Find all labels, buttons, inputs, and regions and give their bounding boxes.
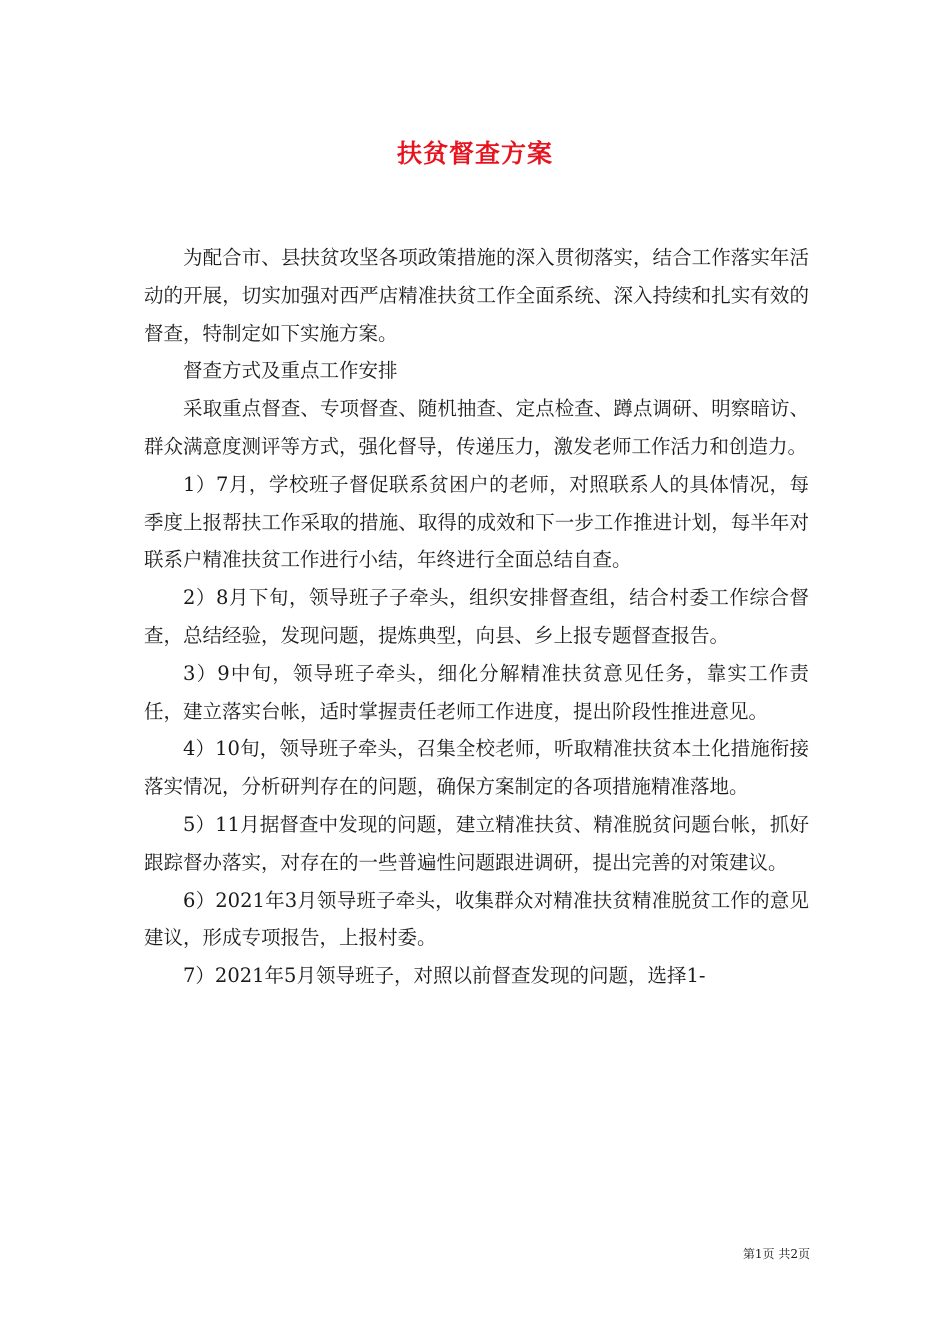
paragraph-item-3: 3）9中旬，领导班子牵头，细化分解精准扶贫意见任务，靠实工作责任，建立落实台帐，适时掌握责任老师工作进度，提出阶段性推进意见。 xyxy=(144,661,809,723)
paragraph-item-7: 7）2021年5月领导班子，对照以前督查发现的问题，选择1- xyxy=(183,964,706,988)
paragraph-item-4: 4）10旬，领导班子牵头，召集全校老师，听取精准扶贫本土化措施衔接落实情况，分析研判存在的问题，确保方案制定的各项措施精准落地。 xyxy=(144,737,809,799)
paragraph-methods: 采取重点督查、专项督查、随机抽查、定点检查、蹲点调研、明察暗访、群众满意度测评等方式，强化督导，传递压力，激发老师工作活力和创造力。 xyxy=(144,397,809,458)
paragraph-item-5: 5）11月据督查中发现的问题，建立精准扶贫、精准脱贫问题台帐，抓好跟踪督办落实，对存在的一些普遍性问题跟进调研，提出完善的对策建议。 xyxy=(144,812,809,874)
paragraph-section-heading: 督查方式及重点工作安排 xyxy=(183,359,398,383)
paragraph-intro: 为配合市、县扶贫攻坚各项政策措施的深入贯彻落实，结合工作落实年活动的开展，切实加强对西严店精准扶贫工作全面系统、深入持续和扎实有效的督查，特制定如下实施方案。 xyxy=(144,246,809,345)
document-title: 扶贫督查方案 xyxy=(396,139,553,168)
paragraph-item-1: 1）7月，学校班子督促联系贫困户的老师，对照联系人的具体情况，每季度上报帮扶工作采取的措施、取得的成效和下一步工作推进计划，每半年对联系户精准扶贫工作进行小结，年终进行全面总结自查。 xyxy=(144,472,809,572)
page-number-footer: 第1页 共2页 xyxy=(742,1247,810,1261)
paragraph-item-2: 2）8月下旬，领导班子子牵头，组织安排督查组，结合村委工作综合督查，总结经验，发现问题，提炼典型，向县、乡上报专题督查报告。 xyxy=(144,586,809,647)
document-body xyxy=(144,239,809,995)
paragraph-item-6: 6）2021年3月领导班子牵头，收集群众对精准扶贫精准脱贫工作的意见建议，形成专项报告，上报村委。 xyxy=(144,888,809,950)
